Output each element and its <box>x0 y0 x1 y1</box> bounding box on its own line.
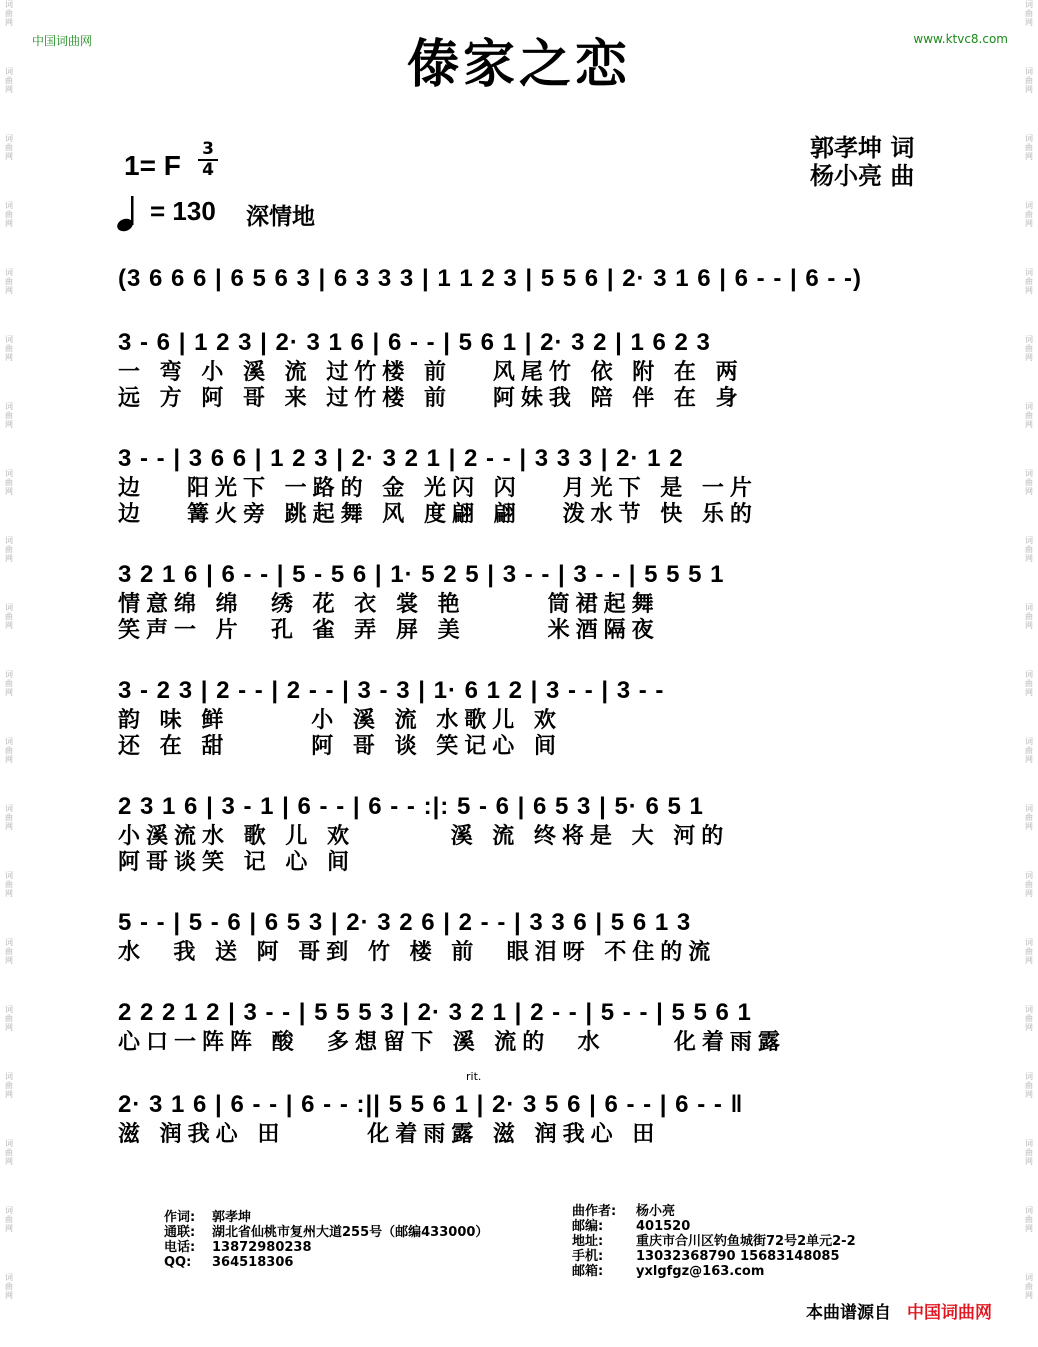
notes-line: 3 - 6 | 1 2 3 | 2· 3 1 6 | 6 - - | 5 6 1 | 2· 3 2 | 1 6 2 3 <box>118 329 711 356</box>
time-signature <box>198 140 218 180</box>
footer-value: 重庆市合川区钓鱼城街72号2单元2-2 <box>636 1234 856 1249</box>
footer-value: 13872980238 <box>212 1240 312 1255</box>
footer-label: 曲作者: <box>572 1204 617 1219</box>
footer-label: 电话: <box>164 1240 196 1255</box>
lyrics-verse-2: 阿哥谈笑 记 心 间 <box>118 850 355 875</box>
footer-label: 通联: <box>164 1225 196 1240</box>
footer-value: 湖北省仙桃市复州大道255号（邮编433000） <box>212 1225 489 1240</box>
notes-line: 2 2 2 1 2 | 3 - - | 5 5 5 3 | 2· 3 2 1 | 2 - - | 5 - - | 5 5 6 1 <box>118 999 752 1026</box>
footer-row <box>572 1234 856 1249</box>
key-signature: 1= F <box>124 150 181 181</box>
notes-line: 2 3 1 6 | 3 - 1 | 6 - - | 6 - - :|: 5 - 6 | 6 5 3 | 5· 6 5 1 <box>118 793 704 820</box>
footer-row <box>572 1264 856 1279</box>
footer-row <box>164 1210 488 1225</box>
footer-label: 手机: <box>572 1249 604 1264</box>
header-site-right[interactable]: www.ktvc8.com <box>913 32 1008 46</box>
system-9 <box>118 1088 938 1148</box>
system-5 <box>118 674 938 760</box>
footer-value: 401520 <box>636 1219 691 1234</box>
footer-label: 地址: <box>572 1234 604 1249</box>
lyrics-verse-1: 情意绵 绵 绣 花 衣 裳 艳 筒裙起舞 <box>118 592 660 617</box>
lyrics-verse-1: 韵 味 鲜 小 溪 流 水歌儿 欢 <box>118 708 562 733</box>
system-2 <box>118 326 938 412</box>
footer-row <box>572 1204 856 1219</box>
footer-row <box>164 1225 488 1240</box>
footer-value: 364518306 <box>212 1255 294 1270</box>
footer-row <box>572 1219 856 1234</box>
watermark-left <box>2 0 16 1347</box>
header-site-left[interactable]: 中国词曲网 <box>32 34 93 48</box>
system-8 <box>118 996 938 1056</box>
footer-label: QQ: <box>164 1255 192 1270</box>
notes-line: 3 - 2 3 | 2 - - | 2 - - | 3 - 3 | 1· 6 1 2 | 3 - - | 3 - - <box>118 677 665 704</box>
footer-label: 邮箱: <box>572 1264 604 1279</box>
system-1 <box>118 262 938 296</box>
lyrics-verse-1: 滋 润我心 田 化着雨露 滋 润我心 田 <box>118 1122 661 1147</box>
time-top: 3 <box>202 139 214 159</box>
footer-row <box>164 1240 488 1255</box>
notes-line: 2· 3 1 6 | 6 - - | 6 - - :|| 5 5 6 1 | 2· 3 5 6 | 6 - - | 6 - - ‖ <box>118 1091 744 1118</box>
source-attribution <box>806 1298 992 1323</box>
credits <box>810 134 914 190</box>
composer-credit: 杨小亮 曲 <box>810 162 915 190</box>
lyrics-verse-1: 心口一阵阵 酸 多想留下 溪 流的 水 化着雨露 <box>118 1030 786 1055</box>
lyrics-verse-1: 一 弯 小 溪 流 过竹楼 前 风尾竹 依 附 在 两 <box>118 360 744 385</box>
footer-label: 邮编: <box>572 1219 604 1234</box>
footer-value: 郭孝坤 <box>212 1210 252 1225</box>
tempo-value: = 130 <box>150 196 216 226</box>
notes-line: (3 6 6 6 | 6 5 6 3 | 6 3 3 3 | 1 1 2 3 | 5 5 6 | 2· 3 1 6 | 6 - - | 6 - -) <box>118 265 863 292</box>
lyrics-verse-2: 远 方 阿 哥 来 过竹楼 前 阿妹我 陪 伴 在 身 <box>118 386 744 411</box>
footer-value: 杨小亮 <box>636 1204 676 1219</box>
notes-line: 3 2 1 6 | 6 - - | 5 - 5 6 | 1· 5 2 5 | 3 - - | 3 - - | 5 5 5 1 <box>118 561 725 588</box>
lyrics-verse-2: 还 在 甜 阿 哥 谈 笑记心 间 <box>118 734 562 759</box>
footer-value: yxlgfgz@163.com <box>636 1264 765 1279</box>
lyrics-verse-1: 边 阳光下 一路的 金 光闪 闪 月光下 是 一片 <box>118 476 758 501</box>
footer-lyricist-info <box>164 1210 488 1270</box>
footer-label: 作词: <box>164 1210 196 1225</box>
lyrics-verse-2: 边 篝火旁 跳起舞 风 度翩 翩 泼水节 快 乐的 <box>118 502 758 527</box>
system-6 <box>118 790 938 876</box>
expression-mark: 深情地 <box>246 204 315 230</box>
lyrics-verse-1: 小溪流水 歌 儿 欢 溪 流 终将是 大 河的 <box>118 824 730 849</box>
lyrics-verse-2: 笑声一 片 孔 雀 弄 屏 美 米酒隔夜 <box>118 618 660 643</box>
ritardando-mark: rit. <box>466 1070 482 1083</box>
footer-row <box>164 1255 488 1270</box>
quarter-note-icon <box>116 192 154 234</box>
time-bottom: 4 <box>198 159 218 180</box>
source-prefix: 本曲谱源自 <box>806 1303 891 1323</box>
notes-line: 3 - - | 3 6 6 | 1 2 3 | 2· 3 2 1 | 2 - - | 3 3 3 | 2· 1 2 <box>118 445 684 472</box>
lyricist-credit: 郭孝坤 词 <box>810 134 915 162</box>
notes-line: 5 - - | 5 - 6 | 6 5 3 | 2· 3 2 6 | 2 - - | 3 3 6 | 5 6 1 3 <box>118 909 692 936</box>
footer-composer-info <box>572 1204 856 1279</box>
system-4 <box>118 558 938 644</box>
lyrics-verse-1: 水 我 送 阿 哥到 竹 楼 前 眼泪呀 不住的流 <box>118 940 717 965</box>
system-7 <box>118 906 938 966</box>
watermark-text: 词 曲 网 词 曲 网 词 曲 网 词 曲 网 词 曲 网 词 曲 网 词 曲 网 词 曲 网 词 曲 网 词 曲 网 词 曲 网 词 曲 网 词 曲 网 词 曲 网 词 曲 网 词 曲 网 词 曲 网 词 曲 网 词 曲 网 词 曲 网 <box>1025 0 1033 1300</box>
footer-row <box>572 1249 856 1264</box>
watermark-right <box>1022 0 1036 1347</box>
source-brand-link[interactable]: 中国词曲网 <box>907 1303 992 1323</box>
footer-value: 13032368790 15683148085 <box>636 1249 840 1264</box>
watermark-text: 词 曲 网 词 曲 网 词 曲 网 词 曲 网 词 曲 网 词 曲 网 词 曲 网 词 曲 网 词 曲 网 词 曲 网 词 曲 网 词 曲 网 词 曲 网 词 曲 网 词 曲 网 词 曲 网 词 曲 网 词 曲 网 词 曲 网 词 曲 网 <box>5 0 13 1300</box>
system-3 <box>118 442 938 528</box>
song-title: 傣家之恋 <box>406 35 631 95</box>
